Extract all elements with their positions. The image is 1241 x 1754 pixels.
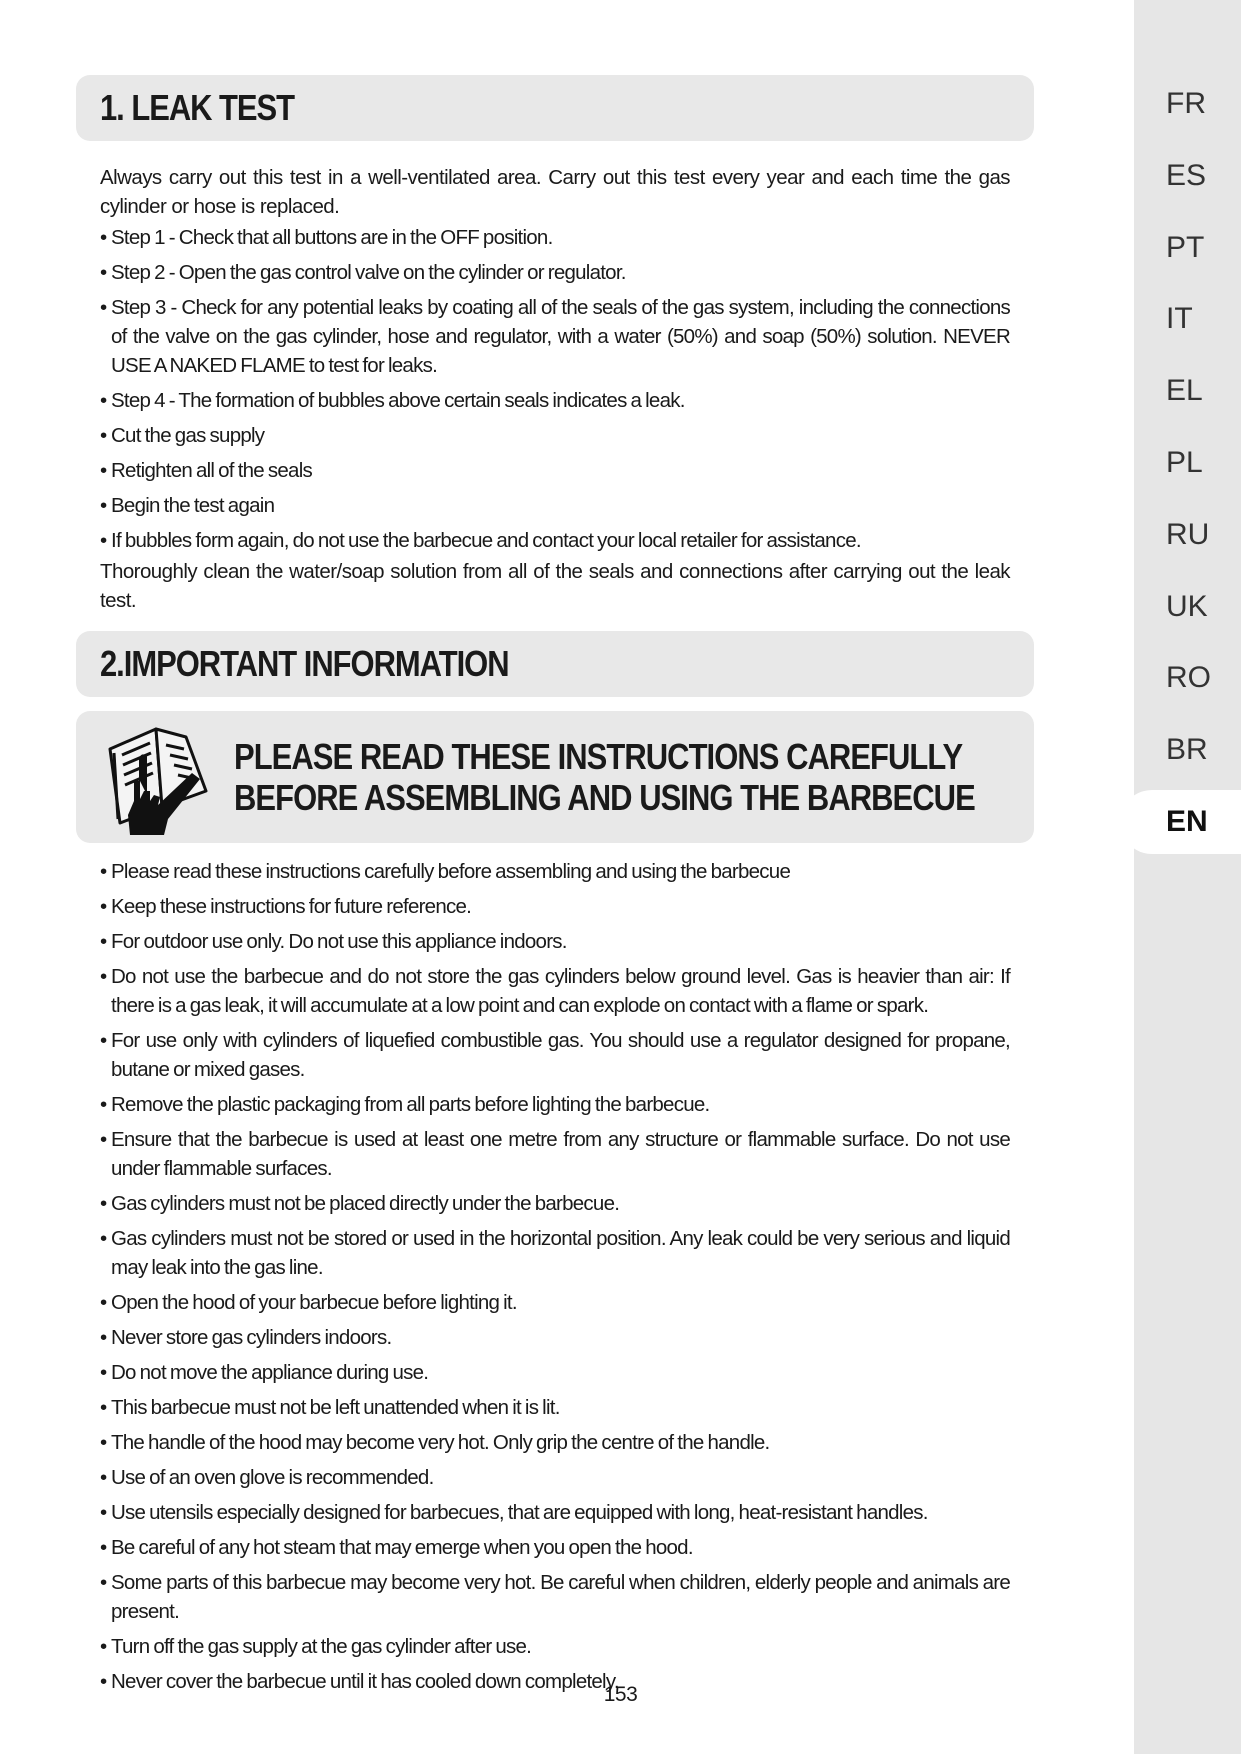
important-info-item: • Never store gas cylinders indoors. [100,1323,1010,1352]
language-tab-uk[interactable]: UK [1166,589,1208,623]
leak-test-steps [100,223,1010,555]
important-info-item: • Do not move the appliance during use. [100,1358,1010,1387]
leak-test-step-item: • Step 2 - Open the gas control valve on the cylinder or regulator. [100,258,1010,287]
page-number: 153 [603,1683,638,1706]
important-info-item: • Remove the plastic packaging from all parts before lighting the barbecue. [100,1090,1010,1119]
important-info-item: • Use utensils especially designed for barbecues, that are equipped with long, heat-resistant handles. [100,1498,1010,1527]
section-heading-leak-test: 1. LEAK TEST [76,75,1034,141]
language-tab-es[interactable]: ES [1166,158,1207,192]
document-content [76,75,1034,1702]
important-info-item: • Keep these instructions for future reference. [100,892,1010,921]
leak-test-step-item: • Cut the gas supply [100,421,1010,450]
leak-test-outro: Thoroughly clean the water/soap solution from all of the seals and connections after carrying out the leak test. [100,560,1010,612]
language-tab-fr[interactable]: FR [1166,87,1206,120]
important-info-item: • Be careful of any hot steam that may emerge when you open the hood. [100,1533,1010,1562]
leak-test-step-item: • Begin the test again [100,491,1010,520]
leak-test-step-item: • If bubbles form again, do not use the barbecue and contact your local retailer for assistance. [100,526,1010,555]
important-info-item: • Turn off the gas supply at the gas cylinder after use. [100,1632,1010,1661]
important-info-item: • This barbecue must not be left unattended when it is lit. [100,1393,1010,1422]
callout-line-2: BEFORE ASSEMBLING AND USING THE BARBECUE [234,777,975,818]
leak-test-step-item: • Step 1 - Check that all buttons are in the OFF position. [100,223,1010,252]
important-info-item: • For outdoor use only. Do not use this appliance indoors. [100,927,1010,956]
callout-line-1: PLEASE READ THESE INSTRUCTIONS CAREFULLY [234,736,963,777]
language-tab-pl[interactable]: PL [1166,446,1203,479]
important-information-list [100,857,1010,1696]
important-info-item: • Ensure that the barbecue is used at least one metre from any structure or flammable surface. Do not use under flammable surfaces. [100,1125,1010,1183]
important-info-item: • Never cover the barbecue until it has cooled down completely. [100,1667,1010,1696]
language-tab-en[interactable]: EN [1120,790,1241,854]
important-info-item: • The handle of the hood may become very hot. Only grip the centre of the handle. [100,1428,1010,1457]
section-heading-important-information: 2.IMPORTANT INFORMATION [76,631,1034,697]
important-info-item: • Use of an oven glove is recommended. [100,1463,1010,1492]
language-tab-pt[interactable]: PT [1166,230,1205,264]
leak-test-step-item: • Step 4 - The formation of bubbles above certain seals indicates a leak. [100,386,1010,415]
language-tab-ru[interactable]: RU [1166,517,1210,551]
important-info-item: • Do not use the barbecue and do not store the gas cylinders below ground level. Gas is heavier than air: If there is a gas leak, it will accumulate at a low point and can explode on contact with a flame or spark. [100,962,1010,1020]
language-tab-el[interactable]: EL [1166,374,1203,408]
important-info-item: • Open the hood of your barbecue before lighting it. [100,1288,1010,1317]
leak-test-step-item: • Retighten all of the seals [100,456,1010,485]
important-info-item: • For use only with cylinders of liquefied combustible gas. You should use a regulator designed for propane, butane or mixed gases. [100,1026,1010,1084]
read-manual-icon [106,719,218,835]
leak-test-step-item: • Step 3 - Check for any potential leaks by coating all of the seals of the gas system, including the connections of the valve on the gas cylinder, hose and regulator, with a water (50%) and soap (50%) solution. NEVER USE A NAKED FLAME to test for leaks. [100,293,1010,380]
read-instructions-callout [76,711,1034,843]
important-info-item: • Gas cylinders must not be stored or used in the horizontal position. Any leak could be very serious and liquid may leak into the gas line. [100,1224,1010,1282]
important-info-item: • Please read these instructions carefully before assembling and using the barbecue [100,857,1010,886]
important-info-item: • Some parts of this barbecue may become very hot. Be careful when children, elderly people and animals are present. [100,1568,1010,1626]
leak-test-intro: Always carry out this test in a well-ventilated area. Carry out this test every year and each time the gas cylinder or hose is replaced. [100,166,1010,218]
language-tab-br[interactable]: BR [1166,733,1208,767]
language-tab-it[interactable]: IT [1166,302,1193,336]
language-sidebar [1134,0,1241,1754]
callout-text [234,736,1095,818]
language-tab-ro[interactable]: RO [1166,661,1211,695]
important-info-item: • Gas cylinders must not be placed directly under the barbecue. [100,1189,1010,1218]
